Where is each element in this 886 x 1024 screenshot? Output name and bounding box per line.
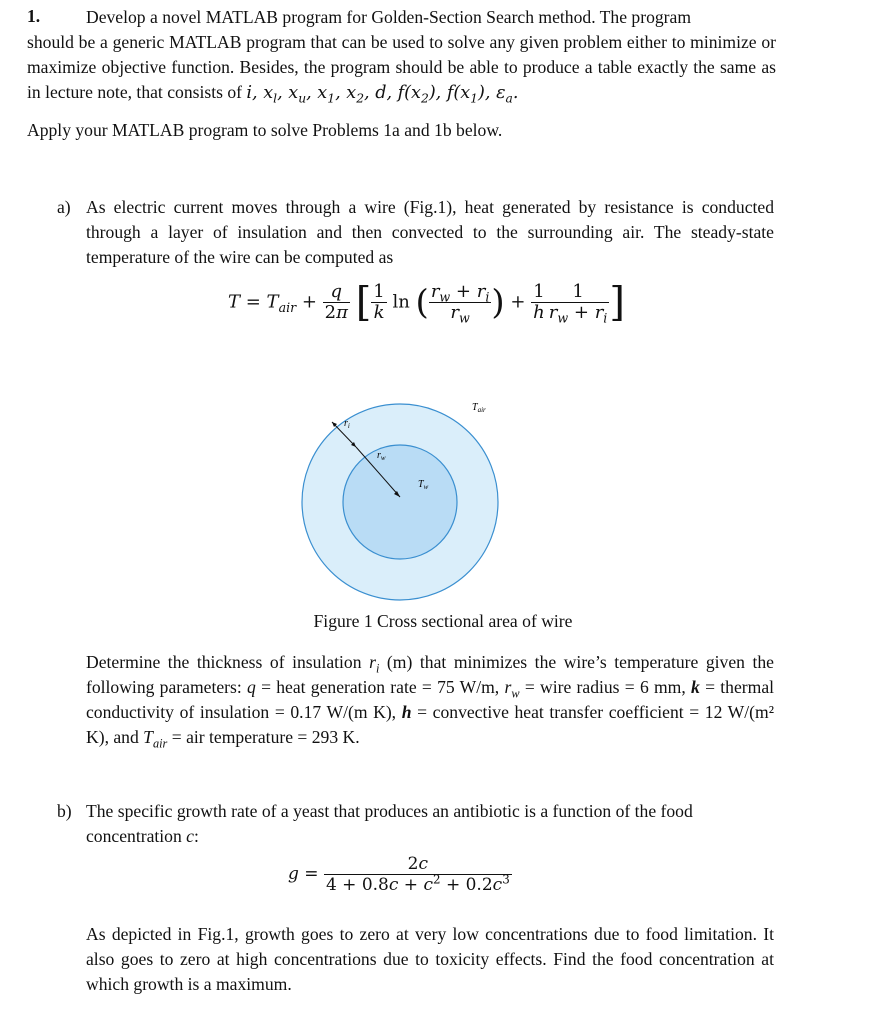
wire-cross-section-figure: [290, 392, 510, 608]
question-number: 1.: [27, 6, 41, 26]
part-b-conclusion: As depicted in Fig.1, growth goes to zero at very low concentrations due to food limitation. It also goes to zero at high concentrations due to toxicity effects. Find the food concentration at which growth is a maximum.: [86, 924, 774, 994]
part-a-question: Determine the thickness of insulation $r_i$ (m) that minimizes the wire’s temperature given the following parameters: q = heat generation rate = 75 W/m, $r_w$ = wire radius = 6 mm, k = thermal conductivity of insulation = 0.17 W/(m K), h = convective heat transfer coefficient = 12 W/(m² K), and $T_{air}$ = air temperature = 293 K.: [86, 652, 775, 751]
apply-instruction: Apply your MATLAB program to solve Problems 1a and 1b below.: [27, 120, 503, 140]
part-a-label: a): [57, 197, 71, 217]
figure-caption: Figure 1 Cross sectional area of wire: [313, 611, 573, 631]
label-tw: $T_w$: [418, 479, 429, 491]
table-variables: i, $x_l$, $x_u$, $x_1$, $x_2$, d, $f(x_2)$, $f(x_1)$, $\varepsilon_a$.: [246, 83, 519, 106]
question-intro-text: [27, 30, 776, 106]
label-rw: $r_w$: [377, 450, 386, 462]
label-tair: $T_{air}$: [472, 402, 486, 414]
question-intro-line1: Develop a novel MATLAB program for Golden-Section Search method. The program: [86, 7, 692, 27]
growth-rate-equation: g = $\frac{2c}{4 + 0.8c + c^2 + 0.2c^3}$: [288, 854, 510, 895]
temperature-equation: $T = T_{air}$ + $\frac{q}{2\pi}$ [ $\frac{1}{k}$ ln ( $\frac{r_w + r_i}{r_w}$ ) + $\frac{1}{h}$ $\frac{1}{r_w + r_i}$ ]: [228, 279, 625, 326]
part-a-text: As electric current moves through a wire (Fig.1), heat generated by resistance is conducted through a layer of insulation and then convected to the surrounding air. The steady-state temperature of the wire can be computed as: [86, 197, 774, 267]
wire-core: [343, 445, 457, 559]
question-intro-rest: should be a generic MATLAB program that can be used to solve any given problem either to minimize or maximize objective function. Besides, the program should be able to produce a table exactly the same as in lecture note, that consists of: [27, 32, 776, 102]
label-ri: $r_i$: [344, 418, 350, 430]
part-b-label: b): [57, 801, 72, 821]
part-b-text: The specific growth rate of a yeast that produces an antibiotic is a function of the food concentration c:: [86, 801, 693, 846]
